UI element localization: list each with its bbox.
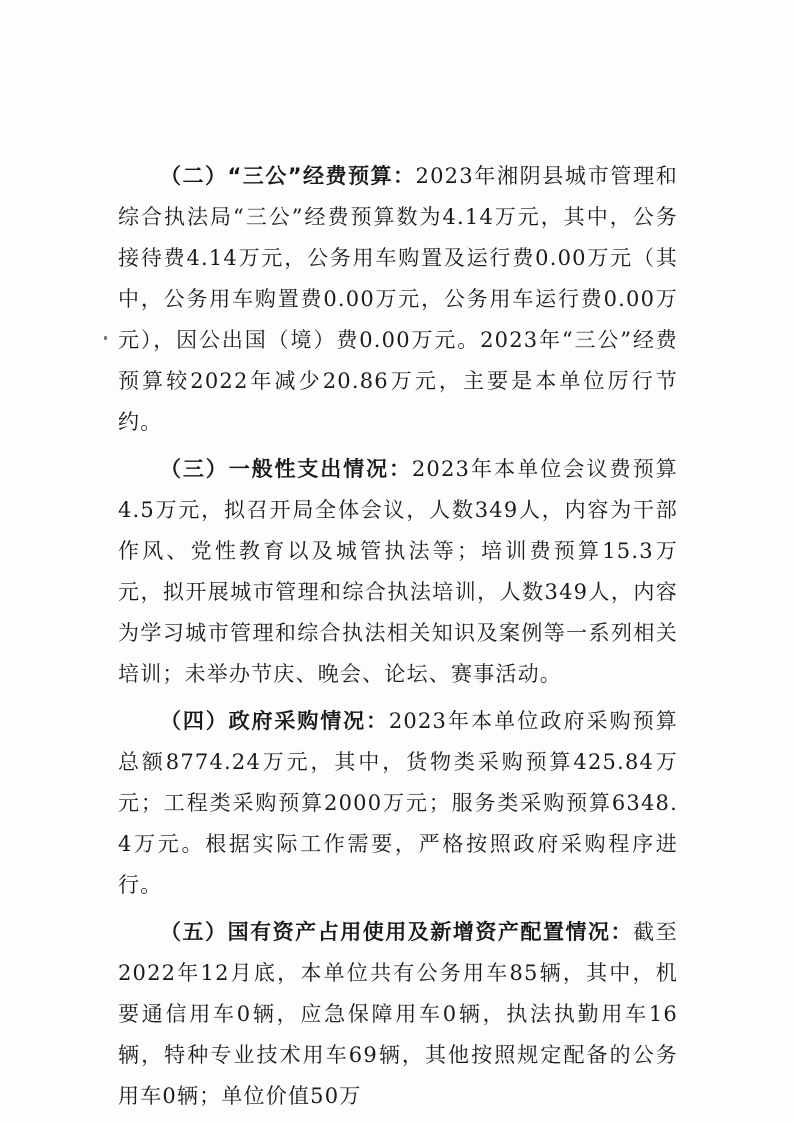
paragraph-heading: （三）一般性支出情况： [160,457,412,481]
document-body [118,156,678,1123]
paragraph-body: 2023年本单位会议费预算4.5万元，拟召开局全体会议，人数349人，内容为干部作风、党性教育以及城管执法等；培训费预算15.3万元，拟开展城市管理和综合执法培训，人数349人，内容为学习城市管理和综合执法相关知识及案例等一系列相关培训；未举办节庆、晚会、论坛、赛事活动。 [118,457,678,686]
paragraph-body: 2023年本单位政府采购预算总额8774.24万元，其中，货物类采购预算425.84万元；工程类采购预算2000万元；服务类采购预算6348.4万元。根据实际工作需要，严格按照政府采购程序进行。 [118,709,678,897]
scan-speck [104,336,107,340]
paragraph-sangong-budget [118,156,678,443]
paragraph-heading: （五）国有资产占用使用及新增资产配置情况： [160,920,634,944]
paragraph-heading: （二）“三公”经费预算： [160,164,416,188]
paragraph-state-assets [118,912,678,1117]
paragraph-procurement [118,701,678,906]
paragraph-general-expenditure [118,449,678,695]
paragraph-body: 截至2022年12月底，本单位共有公务用车85辆，其中，机要通信用车0辆，应急保障用车0辆，执法执勤用车16辆，特种专业技术用车69辆，其他按照规定配备的公务用车0辆；单位价值50万 [118,920,679,1108]
paragraph-heading: （四）政府采购情况： [160,709,389,733]
paragraph-body: 2023年湘阴县城市管理和综合执法局“三公”经费预算数为4.14万元，其中，公务接待费4.14万元，公务用车购置及运行费0.00万元（其中，公务用车购置费0.00万元，公务用车运行费0.00万元），因公出国（境）费0.00万元。2023年“三公”经费预算较2022年减少20.86万元，主要是本单位厉行节约。 [118,164,678,434]
